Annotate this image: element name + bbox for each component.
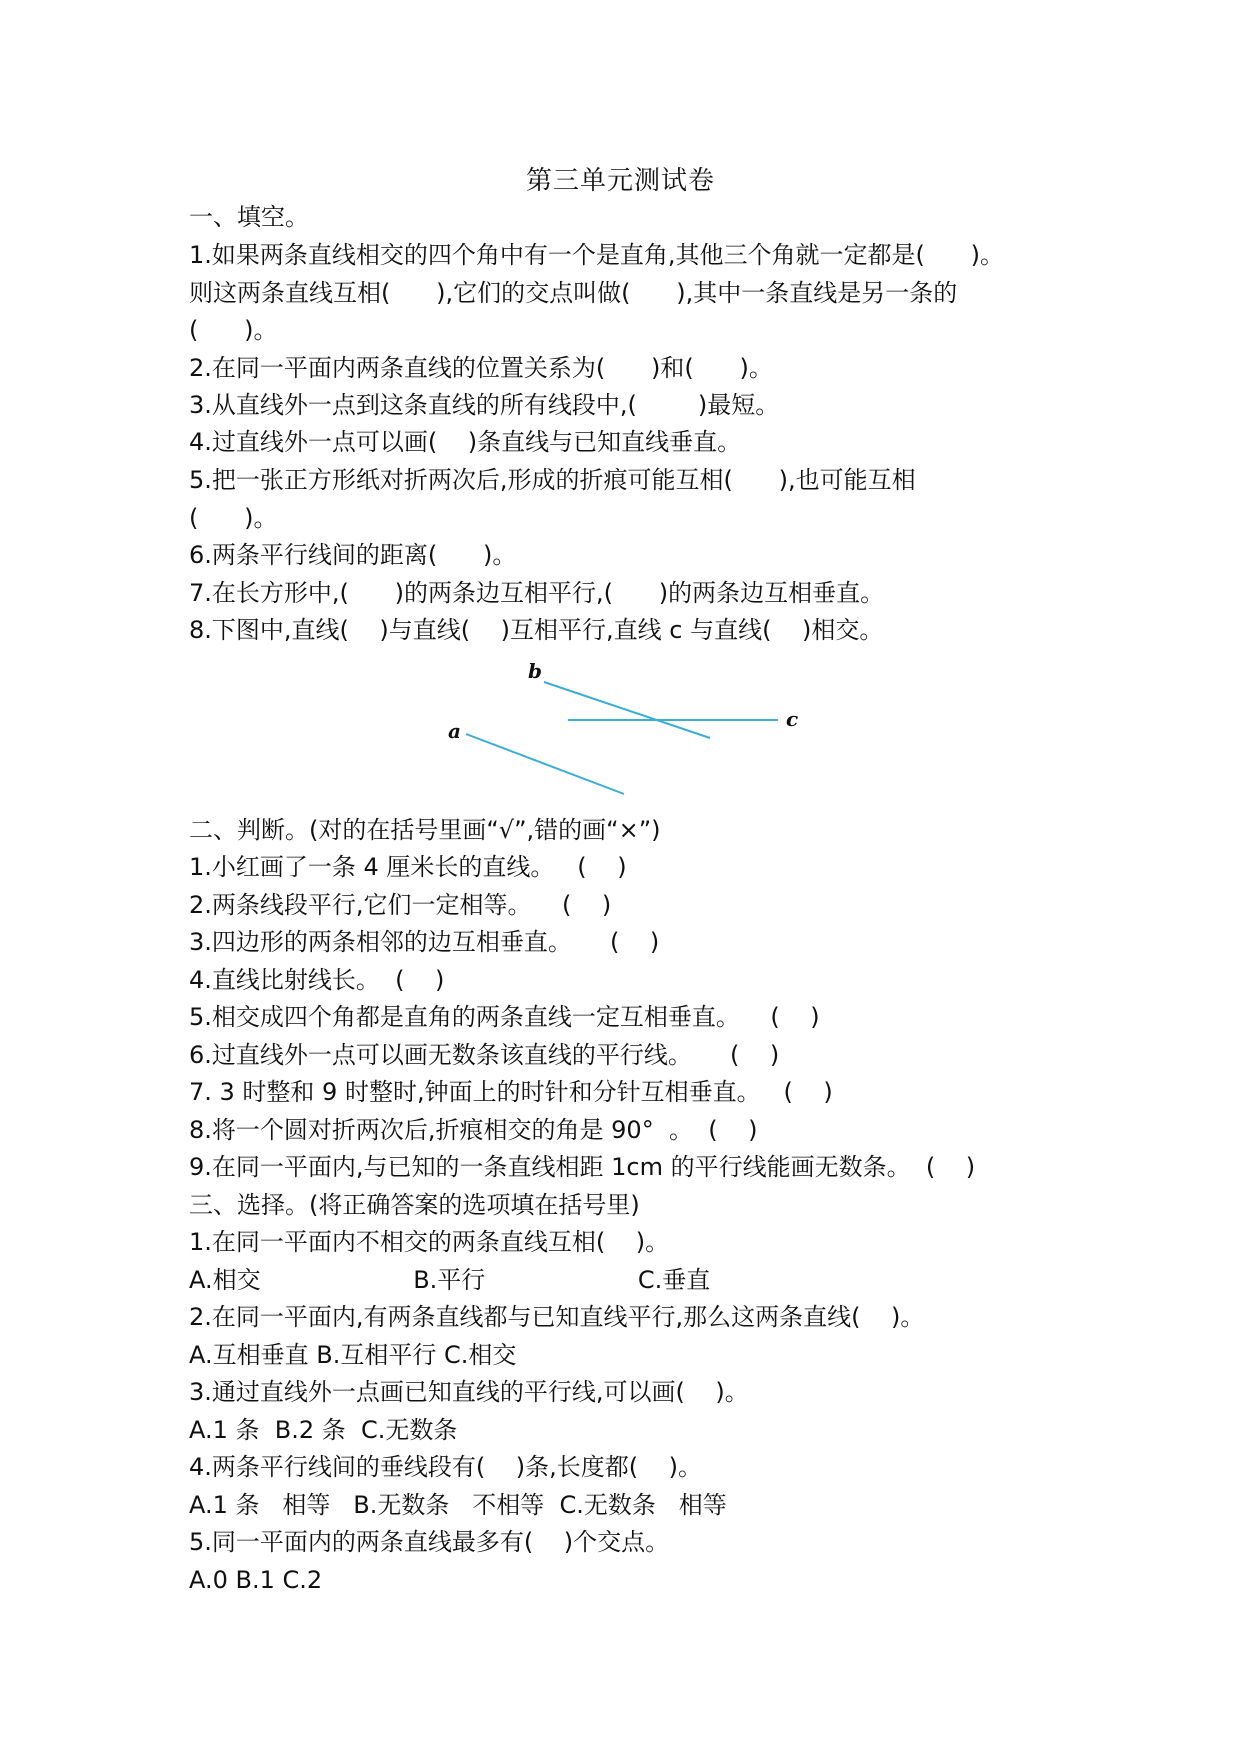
line-a [466, 734, 624, 794]
section-heading-multiple-choice: 三、选择。(将正确答案的选项填在括号里) [189, 1191, 640, 1219]
page-title: 第三单元测试卷 [525, 166, 715, 196]
lines-figure [420, 662, 820, 802]
question-line: ( )。 [189, 316, 278, 344]
option-line: A.1 条 相等 B.无数条 不相等 C.无数条 相等 [189, 1491, 727, 1519]
question-line: ( )。 [189, 504, 278, 532]
option-line: A.1 条 B.2 条 C.无数条 [189, 1416, 458, 1444]
question-line: 1.小红画了一条 4 厘米长的直线。 ( ) [189, 853, 627, 881]
question-line: 6.过直线外一点可以画无数条该直线的平行线。 ( ) [189, 1041, 780, 1069]
label-c: c [786, 707, 799, 731]
question-line: 7.在长方形中,( )的两条边互相平行,( )的两条边互相垂直。 [189, 579, 885, 607]
question-line: 8.下图中,直线( )与直线( )互相平行,直线 c 与直线( )相交。 [189, 616, 884, 644]
option-line: A.相交 B.平行 C.垂直 [189, 1266, 711, 1294]
line-b [544, 682, 710, 738]
question-line: 5.相交成四个角都是直角的两条直线一定互相垂直。 ( ) [189, 1003, 820, 1031]
question-line: 3.通过直线外一点画已知直线的平行线,可以画( )。 [189, 1378, 749, 1406]
question-line: 9.在同一平面内,与已知的一条直线相距 1cm 的平行线能画无数条。 ( ) [189, 1153, 976, 1181]
section-heading-fill-blank: 一、填空。 [189, 203, 309, 231]
question-line: 2.在同一平面内两条直线的位置关系为( )和( )。 [189, 354, 773, 382]
question-line: 2.两条线段平行,它们一定相等。 ( ) [189, 891, 612, 919]
question-line: 4.过直线外一点可以画( )条直线与已知直线垂直。 [189, 428, 742, 456]
label-b: b [528, 662, 542, 683]
question-line: 8.将一个圆对折两次后,折痕相交的角是 90° 。 ( ) [189, 1116, 758, 1144]
question-line: 1.在同一平面内不相交的两条直线互相( )。 [189, 1228, 670, 1256]
section-heading-true-false: 二、判断。(对的在括号里画“√”,错的画“×”) [189, 816, 661, 844]
question-line: 3.四边形的两条相邻的边互相垂直。 ( ) [189, 928, 660, 956]
question-line: 4.两条平行线间的垂线段有( )条,长度都( )。 [189, 1453, 703, 1481]
question-line: 7. 3 时整和 9 时整时,钟面上的时针和分针互相垂直。 ( ) [189, 1078, 833, 1106]
option-line: A.0 B.1 C.2 [189, 1566, 323, 1594]
question-line: 5.同一平面内的两条直线最多有( )个交点。 [189, 1528, 670, 1556]
question-line: 2.在同一平面内,有两条直线都与已知直线平行,那么这两条直线( )。 [189, 1303, 925, 1331]
label-a: a [448, 719, 461, 743]
question-line: 6.两条平行线间的距离( )。 [189, 541, 517, 569]
question-line: 5.把一张正方形纸对折两次后,形成的折痕可能互相( ),也可能互相 [189, 466, 916, 494]
question-line: 4.直线比射线长。 ( ) [189, 966, 445, 994]
question-line: 1.如果两条直线相交的四个角中有一个是直角,其他三个角就一定都是( )。 [189, 241, 1005, 269]
option-line: A.互相垂直 B.互相平行 C.相交 [189, 1341, 517, 1369]
question-line: 则这两条直线互相( ),它们的交点叫做( ),其中一条直线是另一条的 [189, 279, 958, 307]
question-line: 3.从直线外一点到这条直线的所有线段中,( )最短。 [189, 391, 780, 419]
